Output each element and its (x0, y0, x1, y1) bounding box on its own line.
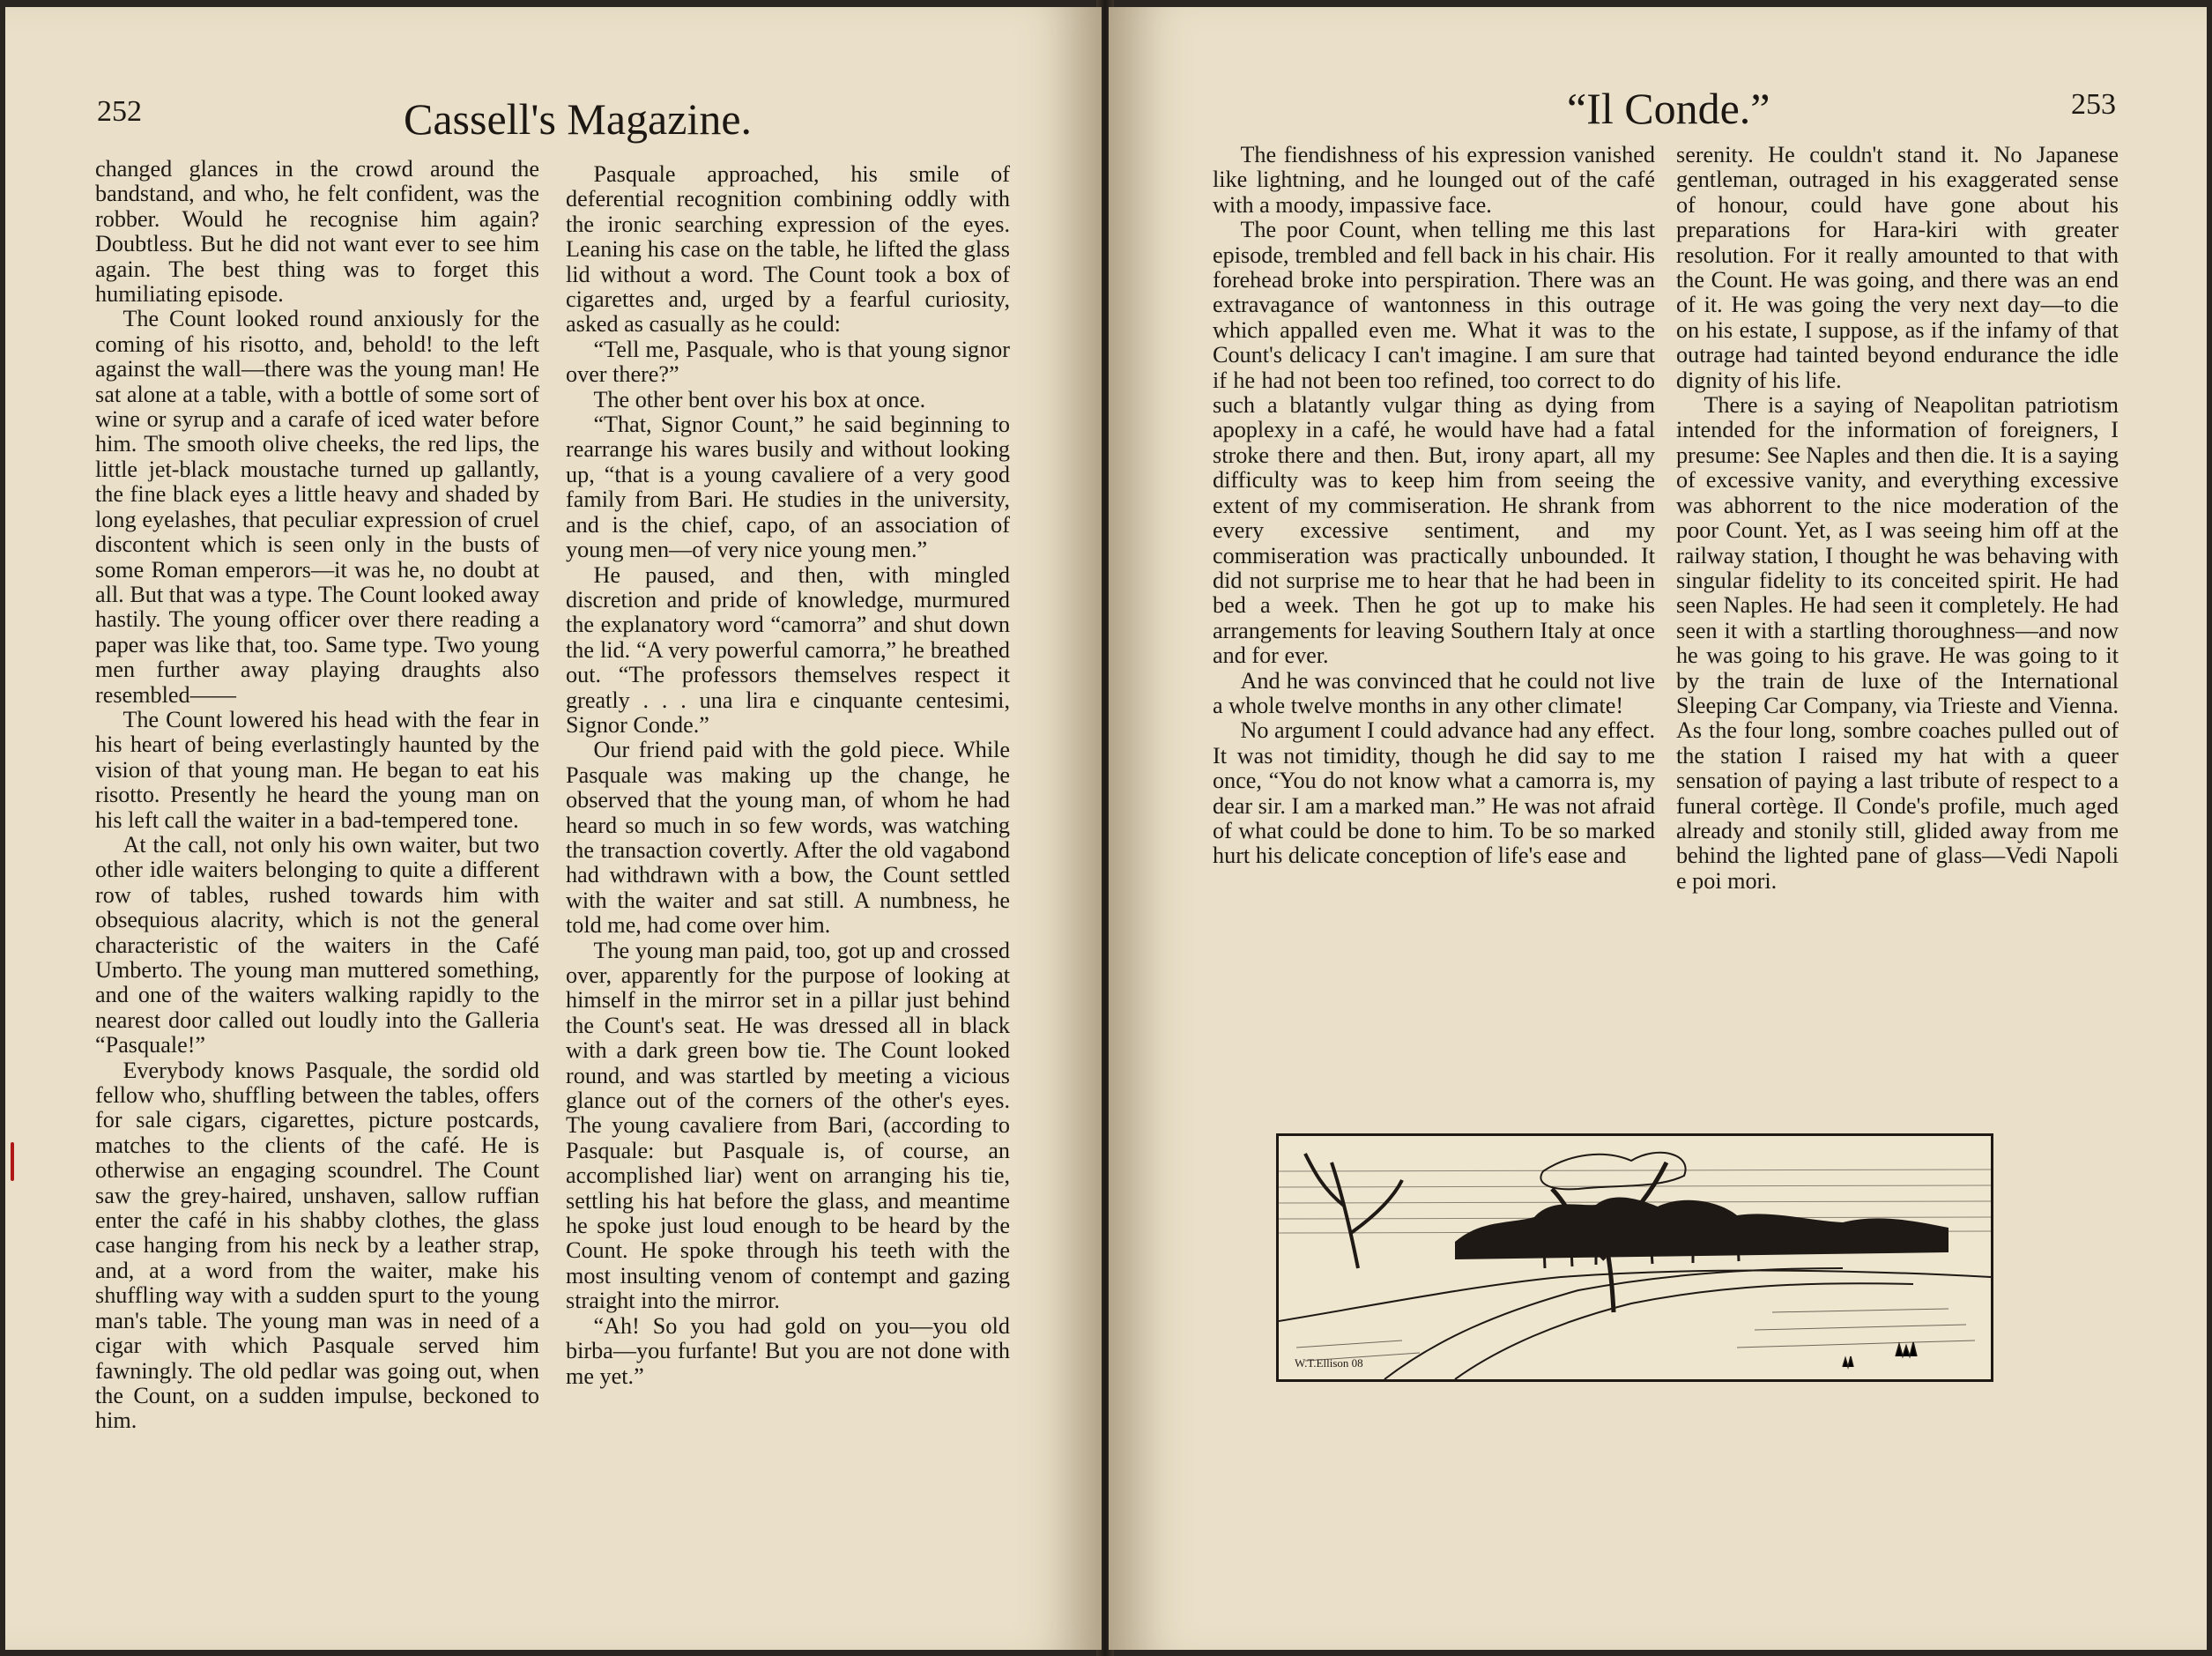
paragraph: There is a saying of Neapolitan patriotism intended for the information of foreigners, I presume: See Naples and then die. It is a saying of excessive vanity, and everything excessive was abhorrent to the nice moderation of the poor Count. Yet, as I was seeing him off at the railway station, I thought he was behaving with singular fidelity to its conceited spirit. He had seen Naples. He had seen it completely. He had seen it with a startling thoroughness—and now he was going to his grave. He was going to it by the train de luxe of the International Sleeping Car Company, via Trieste and Vienna. As the four long, sombre coaches pulled out of the station I raised my hat with a queer sensation of paying a last tribute of respect to a funeral cortège. Il Conde's profile, much aged already and stonily still, glided away from me behind the lighted pane of glass—Vedi Napoli e poi mori. (1676, 392, 2119, 894)
paragraph: No argument I could advance had any effect. It was not timidity, though he did say to me once, “You do not know what a camorra is, my dear sir. I am a marked man.” He was not afraid of what could be done to him. To be so marked hurt his delicate conception of life's ease and (1213, 717, 1655, 869)
paragraph: The fiendishness of his expression vanished like lightning, and he lounged out of the café with a moody, impassive face. (1213, 142, 1655, 218)
paragraph: changed glances in the crowd around the bandstand, and who, he felt confident, was the robber. Would he recognise him again? Doubtless. But he did not want ever to see him again. The best thing was to forget this humiliating episode. (95, 156, 539, 308)
paragraph: The Count lowered his head with the fear in his heart of being everlastingly haunted by the vision of that young man. He began to eat his risotto. Presently he heard the young man on his left call the waiter in a bad-tempered tone. (95, 706, 539, 833)
landscape-illustration (1276, 1133, 1993, 1382)
right-page (1109, 7, 2207, 1650)
paragraph: “Ah! So you had gold on you—you old birba—you furfante! But you are not done with me yet.” (566, 1312, 1010, 1389)
running-title: Cassell's Magazine. (404, 94, 753, 144)
right-page-column-1 (1213, 143, 1655, 869)
page-number: 253 (2071, 88, 2116, 121)
left-page (5, 7, 1102, 1650)
paragraph: Everybody knows Pasquale, the sordid old fellow who, shuffling between the tables, offers for sale cigars, cigarettes, picture postcards, matches to the clients of the café. He is otherwise an engaging scoundrel. The Count saw the grey-haired, unshaven, sallow ruffian enter the café in his shabby clothes, the glass case hanging from his neck by a leather strap, and, at a word from the waiter, make his shuffling way with a sudden spurt to the young man's table. The young man was in need of a cigar with which Pasquale served him fawningly. The old pedlar was going out, when the Count, on a sudden impulse, beckoned to him. (95, 1057, 539, 1434)
paragraph: Pasquale approached, his smile of deferential recognition combining oddly with the ironic searching expression of the eyes. Leaning his case on the table, he lifted the glass lid without a word. The Count took a box of cigarettes and, urged by a fearful curiosity, asked as casually as he could: (566, 161, 1010, 338)
right-page-column-2 (1676, 143, 2119, 894)
paragraph: He paused, and then, with mingled discretion and pride of knowledge, murmured the explanatory word “camorra” and shut down the lid. “A very powerful camorra,” he breathed out. “The professors themselves respect it greatly . . . una lira e cinquante centesimi, Signor Conde.” (566, 561, 1010, 738)
running-title: “Il Conde.” (1567, 84, 1770, 133)
paragraph: The Count looked round anxiously for the coming of his risotto, and, behold! to the left against the wall—there was the young man! He sat alone at a table, with a bottle of some sort of wine or syrup and a carafe of iced water before him. The smooth olive cheeks, the red lips, the little jet-black moustache turned up gallantly, the fine black eyes a little heavy and shaded by long eyelashes, that peculiar expression of cruel discontent which is seen only in the busts of some Roman emperors—it was he, no doubt at all. But that was a type. The Count looked away hastily. The young officer over there reading a paper was like that, too. Same type. Two young men further away playing draughts also resembled—— (95, 306, 539, 708)
margin-mark (11, 1142, 14, 1181)
paragraph: “Tell me, Pasquale, who is that young signor over there?” (566, 336, 1010, 388)
page-number: 252 (97, 95, 142, 128)
paragraph: The other bent over his box at once. (593, 386, 926, 412)
artist-signature: W.T.Ellison 08 (1295, 1356, 1363, 1370)
paragraph: The young man paid, too, got up and crossed over, apparently for the purpose of looking at himself in the mirror set in a pillar just behind the Count's seat. He was dressed all in black with a dark green bow tie. The Count looked round, and was startled by meeting a vicious glance out of the corners of the other's eyes. The young cavaliere from Bari, (according to Pasquale: but Pasquale is, of course, an accomplished liar) went on arranging his tie, settling his hat before the glass, and meantime he spoke just loud enough to be heard by the Count. He spoke through his teeth with the most insulting venom of contempt and gazing straight into the mirror. (566, 937, 1010, 1314)
left-page-column-1 (95, 157, 539, 1434)
paragraph: serenity. He couldn't stand it. No Japanese gentleman, outraged in his exaggerated sense of honour, could have gone about his preparations for Hara-kiri with greater resolution. For it really amounted to that with the Count. He was going, and there was an end of it. He was going the very next day—to die on his estate, I suppose, as if the infamy of that outrage had tainted beyond endurance the idle dignity of his life. (1676, 142, 2119, 393)
paragraph: “That, Signor Count,” he said beginning to rearrange his wares busily and without looking up, “that is a young cavaliere of a very good family from Bari. He studies in the university, and is the chief, capo, of an association of young men—of very nice young men.” (566, 412, 1010, 563)
left-page-column-2 (566, 162, 1010, 1389)
paragraph: Our friend paid with the gold piece. While Pasquale was making up the change, he observed that the young man, of whom he had heard so much in so few words, was watching the transaction covertly. After the old vagabond had withdrawn with a bow, the Count settled with the waiter and sat still. A numbness, he told me, had come over him. (566, 737, 1010, 939)
paragraph: The poor Count, when telling me this last episode, trembled and fell back in his chair. His forehead broke into perspiration. There was an extravagance of wantonness in this outrage which appalled even me. What it was to the Count's delicacy I can't imagine. I am sure that if he had not been too refined, too correct to do such a blatantly vulgar thing as dying from apoplexy in a café, he would have had a fatal stroke there and then. But, irony apart, all my difficulty was to keep him from seeing the extent of my commiseration. He shrank from every excessive sentiment, and my commiseration was practically unbounded. It did not surprise me to hear that he had been in bed a week. Then he got up to make his arrangements for leaving Southern Italy at once and for ever. (1213, 217, 1655, 669)
paragraph: And he was convinced that he could not live a whole twelve months in any other climate! (1213, 667, 1655, 718)
paragraph: At the call, not only his own waiter, but two other idle waiters belonging to quite a different row of tables, rushed towards him with obsequious alacrity, which is not the general characteristic of the waiters in the Café Umberto. The young man muttered something, and one of the waiters walking rapidly to the nearest door called out loudly into the Galleria “Pasquale!” (95, 831, 539, 1058)
landscape-drawing (1279, 1136, 1991, 1379)
